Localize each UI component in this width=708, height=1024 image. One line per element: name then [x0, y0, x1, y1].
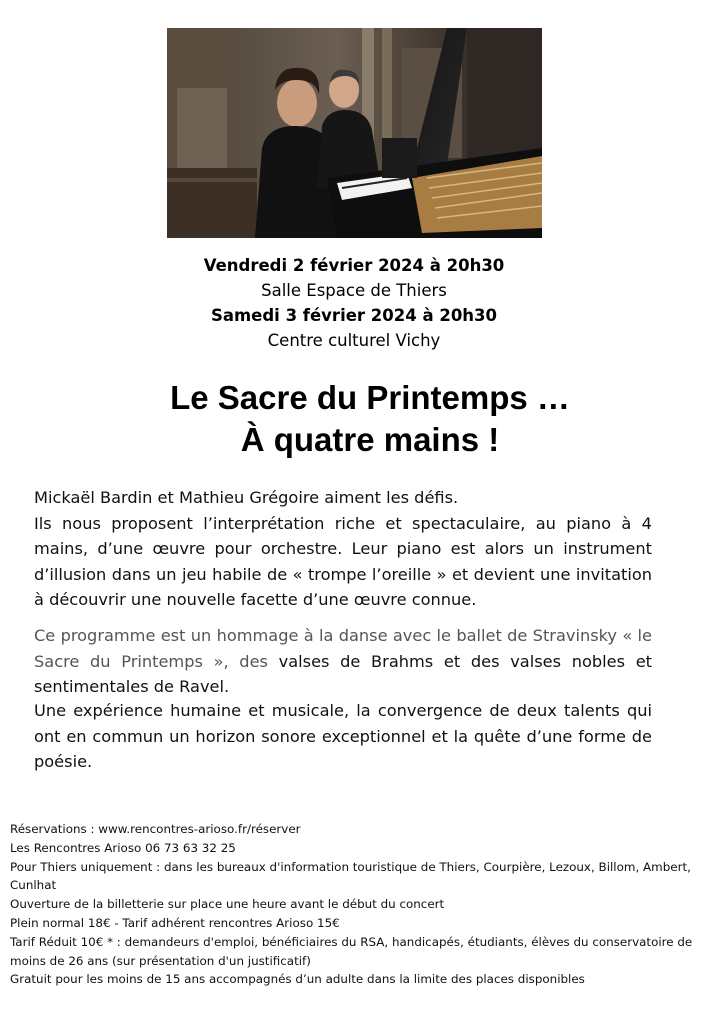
event-date-2: Samedi 3 février 2024 à 20h30: [210, 306, 498, 325]
description-paragraph-3: [34, 698, 652, 775]
practical-info: [10, 820, 700, 989]
concert-title: [0, 377, 708, 461]
reservations-line: Réservations : www.rencontres-arioso.fr/réserver: [10, 822, 301, 836]
event-date-1: Vendredi 2 février 2024 à 20h30: [203, 256, 505, 275]
experience-text: Une expérience humaine et musicale, la convergence de deux talents qui ont en commun un horizon sonore exceptionnel et la quête d’une forme de poésie.: [34, 701, 652, 771]
billetterie-line: Ouverture de la billetterie sur place une heure avant le début du concert: [10, 897, 445, 912]
plein-tarif-line: Plein normal 18€ - Tarif adhérent rencontres Arioso 15€: [10, 915, 340, 930]
program-text-cont: valses de Brahms et des valses nobles et sentimentales de Ravel.: [34, 651, 652, 696]
reduit-tarif-line: Tarif Réduit 10€ * : demandeurs d'emploi, bénéficiaires du RSA, handicapés, étudiants, élèves du conservatoire de moins de 26 ans (sur présentation d'un justificatif): [10, 934, 693, 968]
event-dates: [0, 253, 708, 353]
event-venue-1: Salle Espace de Thiers: [261, 281, 447, 300]
phone-line: Les Rencontres Arioso 06 73 63 32 25: [10, 840, 236, 855]
description-paragraph-2: [34, 623, 652, 700]
thiers-line: Pour Thiers uniquement : dans les bureaux d'information touristique de Thiers, Courpière, Lezoux, Billom, Ambert, Cunlhat: [10, 859, 691, 893]
description-details: Ils nous proposent l’interprétation riche et spectaculaire, au piano à 4 mains, d’une œuvre pour orchestre. Leur piano est alors un instrument d’illusion dans un jeu habile de « trompe l’oreille » et devient une invitation à découvrir une nouvelle facette d’une œuvre connue.: [34, 513, 652, 609]
title-line-2: À quatre mains !: [240, 421, 500, 458]
description-intro: Mickaël Bardin et Mathieu Grégoire aiment les défis.: [34, 488, 459, 507]
event-venue-2: Centre culturel Vichy: [267, 331, 441, 350]
concert-photo: [167, 28, 542, 238]
description-paragraph-1: [34, 485, 652, 613]
program-text: Ce programme est un hommage à la danse avec le ballet de Stravinsky « le Sacre du Printemps », des: [34, 626, 652, 671]
title-line-1: Le Sacre du Printemps …: [170, 379, 570, 416]
gratuit-line: Gratuit pour les moins de 15 ans accompagnés d’un adulte dans la limite des places disponibles: [10, 972, 585, 987]
